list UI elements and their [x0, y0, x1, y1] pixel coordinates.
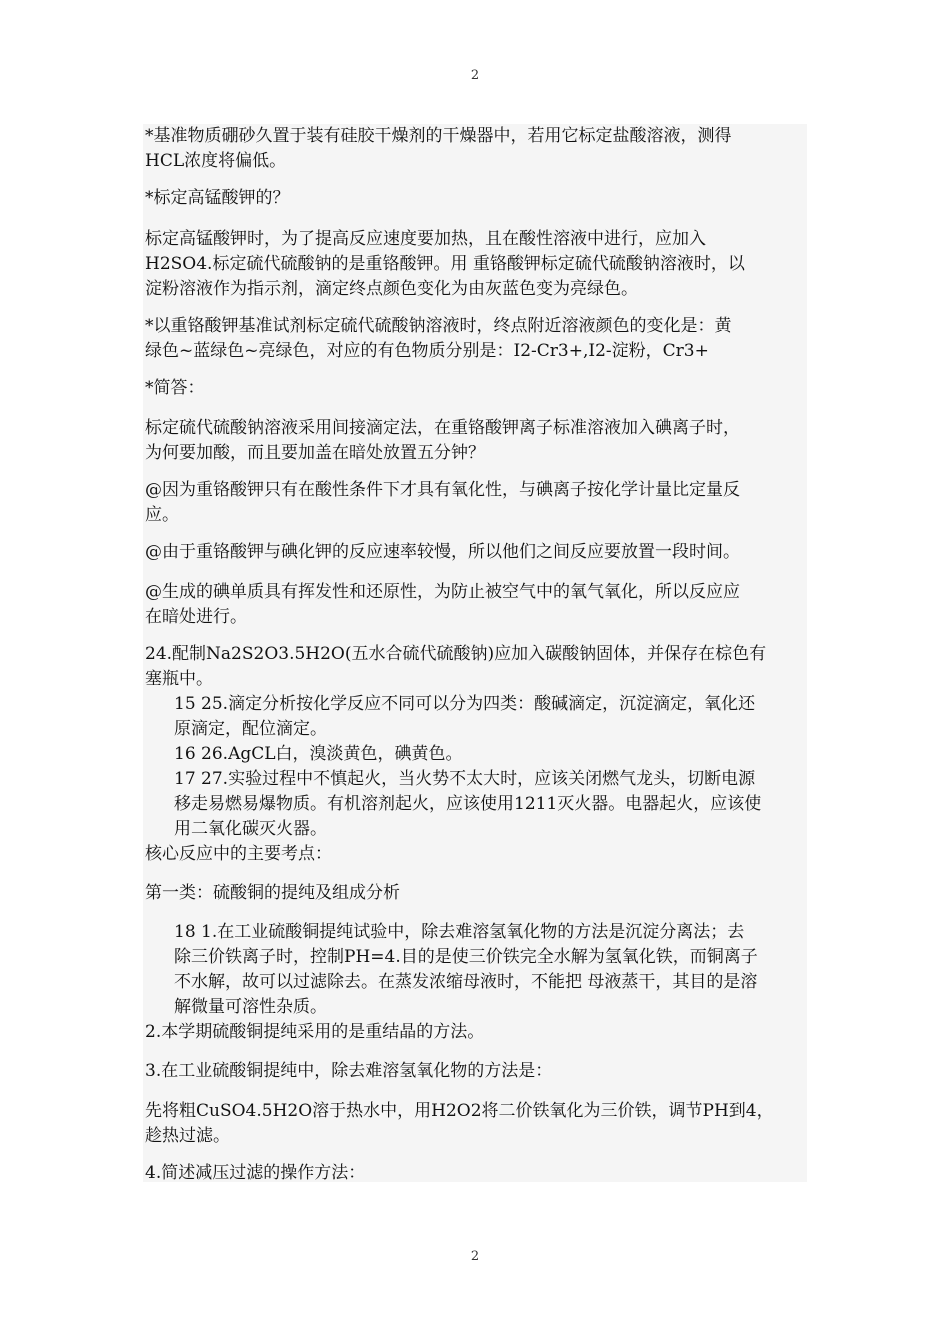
paragraph: [145, 540, 807, 565]
paragraph: [145, 416, 807, 466]
text-line: 除三价铁离子时，控制PH=4.目的是使三价铁完全水解为氢氧化铁，而铜离子: [174, 947, 758, 967]
text-line: 解微量可溶性杂质。: [174, 997, 327, 1017]
text-line: 3.在工业硫酸铜提纯中，除去难溶氢氧化物的方法是：: [145, 1061, 553, 1081]
text-line: 为何要加酸，而且要加盖在暗处放置五分钟？: [145, 443, 485, 463]
text-line: 标定硫代硫酸钠溶液采用间接滴定法，在重铬酸钾离子标准溶液加入碘离子时，: [145, 418, 740, 438]
paragraph: [145, 580, 807, 630]
text-line: 原滴定，配位滴定。: [174, 719, 327, 739]
text-line: @由于重铬酸钾与碘化钾的反应速率较慢，所以他们之间反应要放置一段时间。: [145, 542, 740, 562]
text-line: 趁热过滤。: [145, 1126, 230, 1146]
text-line: 绿色~蓝绿色~亮绿色，对应的有色物质分别是：I2-Cr3+,I2-淀粉，Cr3+: [145, 341, 709, 361]
paragraph: [145, 124, 807, 174]
text-line: H2SO4.标定硫代硫酸钠的是重铬酸钾。用 重铬酸钾标定硫代硫酸钠溶液时，以: [145, 254, 745, 274]
text-line: 塞瓶中。: [145, 669, 213, 689]
paragraph: [145, 376, 807, 401]
text-line: *简答：: [145, 378, 205, 398]
text-line: 17 27.实验过程中不慎起火，当火势不太大时，应该关闭燃气龙头，切断电源: [174, 769, 756, 789]
text-line: @生成的碘单质具有挥发性和还原性，为防止被空气中的氧气氧化，所以反应应: [145, 582, 740, 602]
text-line: 24.配制Na2S2O3.5H2O(五水合硫代硫酸钠)应加入碳酸钠固体，并保存在棕色有: [145, 644, 767, 664]
text-line: @因为重铬酸钾只有在酸性条件下才具有氧化性，与碘离子按化学计量比定量反: [145, 480, 740, 500]
paragraph: [145, 842, 807, 867]
page-number-bottom: 2: [470, 1249, 480, 1264]
paragraph: [145, 1161, 807, 1186]
text-line: *标定高锰酸钾的？: [145, 188, 290, 208]
text-line: 核心反应中的主要考点：: [145, 844, 332, 864]
paragraph: [145, 227, 807, 302]
list-item: [174, 767, 807, 842]
page-number-top: 2: [470, 68, 480, 83]
text-line: 4.简述减压过滤的操作方法：: [145, 1163, 366, 1183]
paragraph: [145, 1020, 807, 1045]
text-line: 18 1.在工业硫酸铜提纯试验中，除去难溶氢氧化物的方法是沉淀分离法；去: [174, 922, 745, 942]
paragraph: [145, 314, 807, 364]
text-line: 淀粉溶液作为指示剂，滴定终点颜色变化为由灰蓝色变为亮绿色。: [145, 279, 638, 299]
list-item: [174, 920, 807, 1020]
text-line: 15 25.滴定分析按化学反应不同可以分为四类：酸碱滴定，沉淀滴定，氧化还: [174, 694, 756, 714]
text-line: 应。: [145, 505, 179, 525]
text-line: 16 26.AgCL白，溴淡黄色，碘黄色。: [174, 744, 463, 764]
section-heading: [145, 881, 807, 906]
text-line: 标定高锰酸钾时，为了提高反应速度要加热，且在酸性溶液中进行，应加入: [145, 229, 706, 249]
text-line: 先将粗CuSO4.5H2O溶于热水中，用H2O2将二价铁氧化为三价铁，调节PH到4，: [145, 1101, 774, 1121]
text-line: *基准物质硼砂久置于装有硅胶干燥剂的干燥器中，若用它标定盐酸溶液，测得: [145, 126, 732, 146]
text-line: 用二氧化碳灭火器。: [174, 819, 327, 839]
text-line: 2.本学期硫酸铜提纯采用的是重结晶的方法。: [145, 1022, 485, 1042]
text-line: 移走易燃易爆物质。有机溶剂起火，应该使用1211灭火器。电器起火，应该使: [174, 794, 762, 814]
list-item: [174, 692, 807, 742]
paragraph: [145, 1099, 807, 1149]
text-line: 不水解，故可以过滤除去。在蒸发浓缩母液时，不能把 母液蒸干，其目的是溶: [174, 972, 758, 992]
paragraph: [145, 1059, 807, 1084]
paragraph: [145, 478, 807, 528]
text-line: *以重铬酸钾基准试剂标定硫代硫酸钠溶液时，终点附近溶液颜色的变化是：黄: [145, 316, 732, 336]
text-line: 在暗处进行。: [145, 607, 247, 627]
paragraph: [145, 642, 807, 692]
text-line: 第一类：硫酸铜的提纯及组成分析: [145, 883, 400, 903]
paragraph: [145, 186, 807, 211]
text-line: HCL浓度将偏低。: [145, 151, 287, 171]
list-item: [174, 742, 807, 767]
document-body: [143, 124, 807, 1182]
